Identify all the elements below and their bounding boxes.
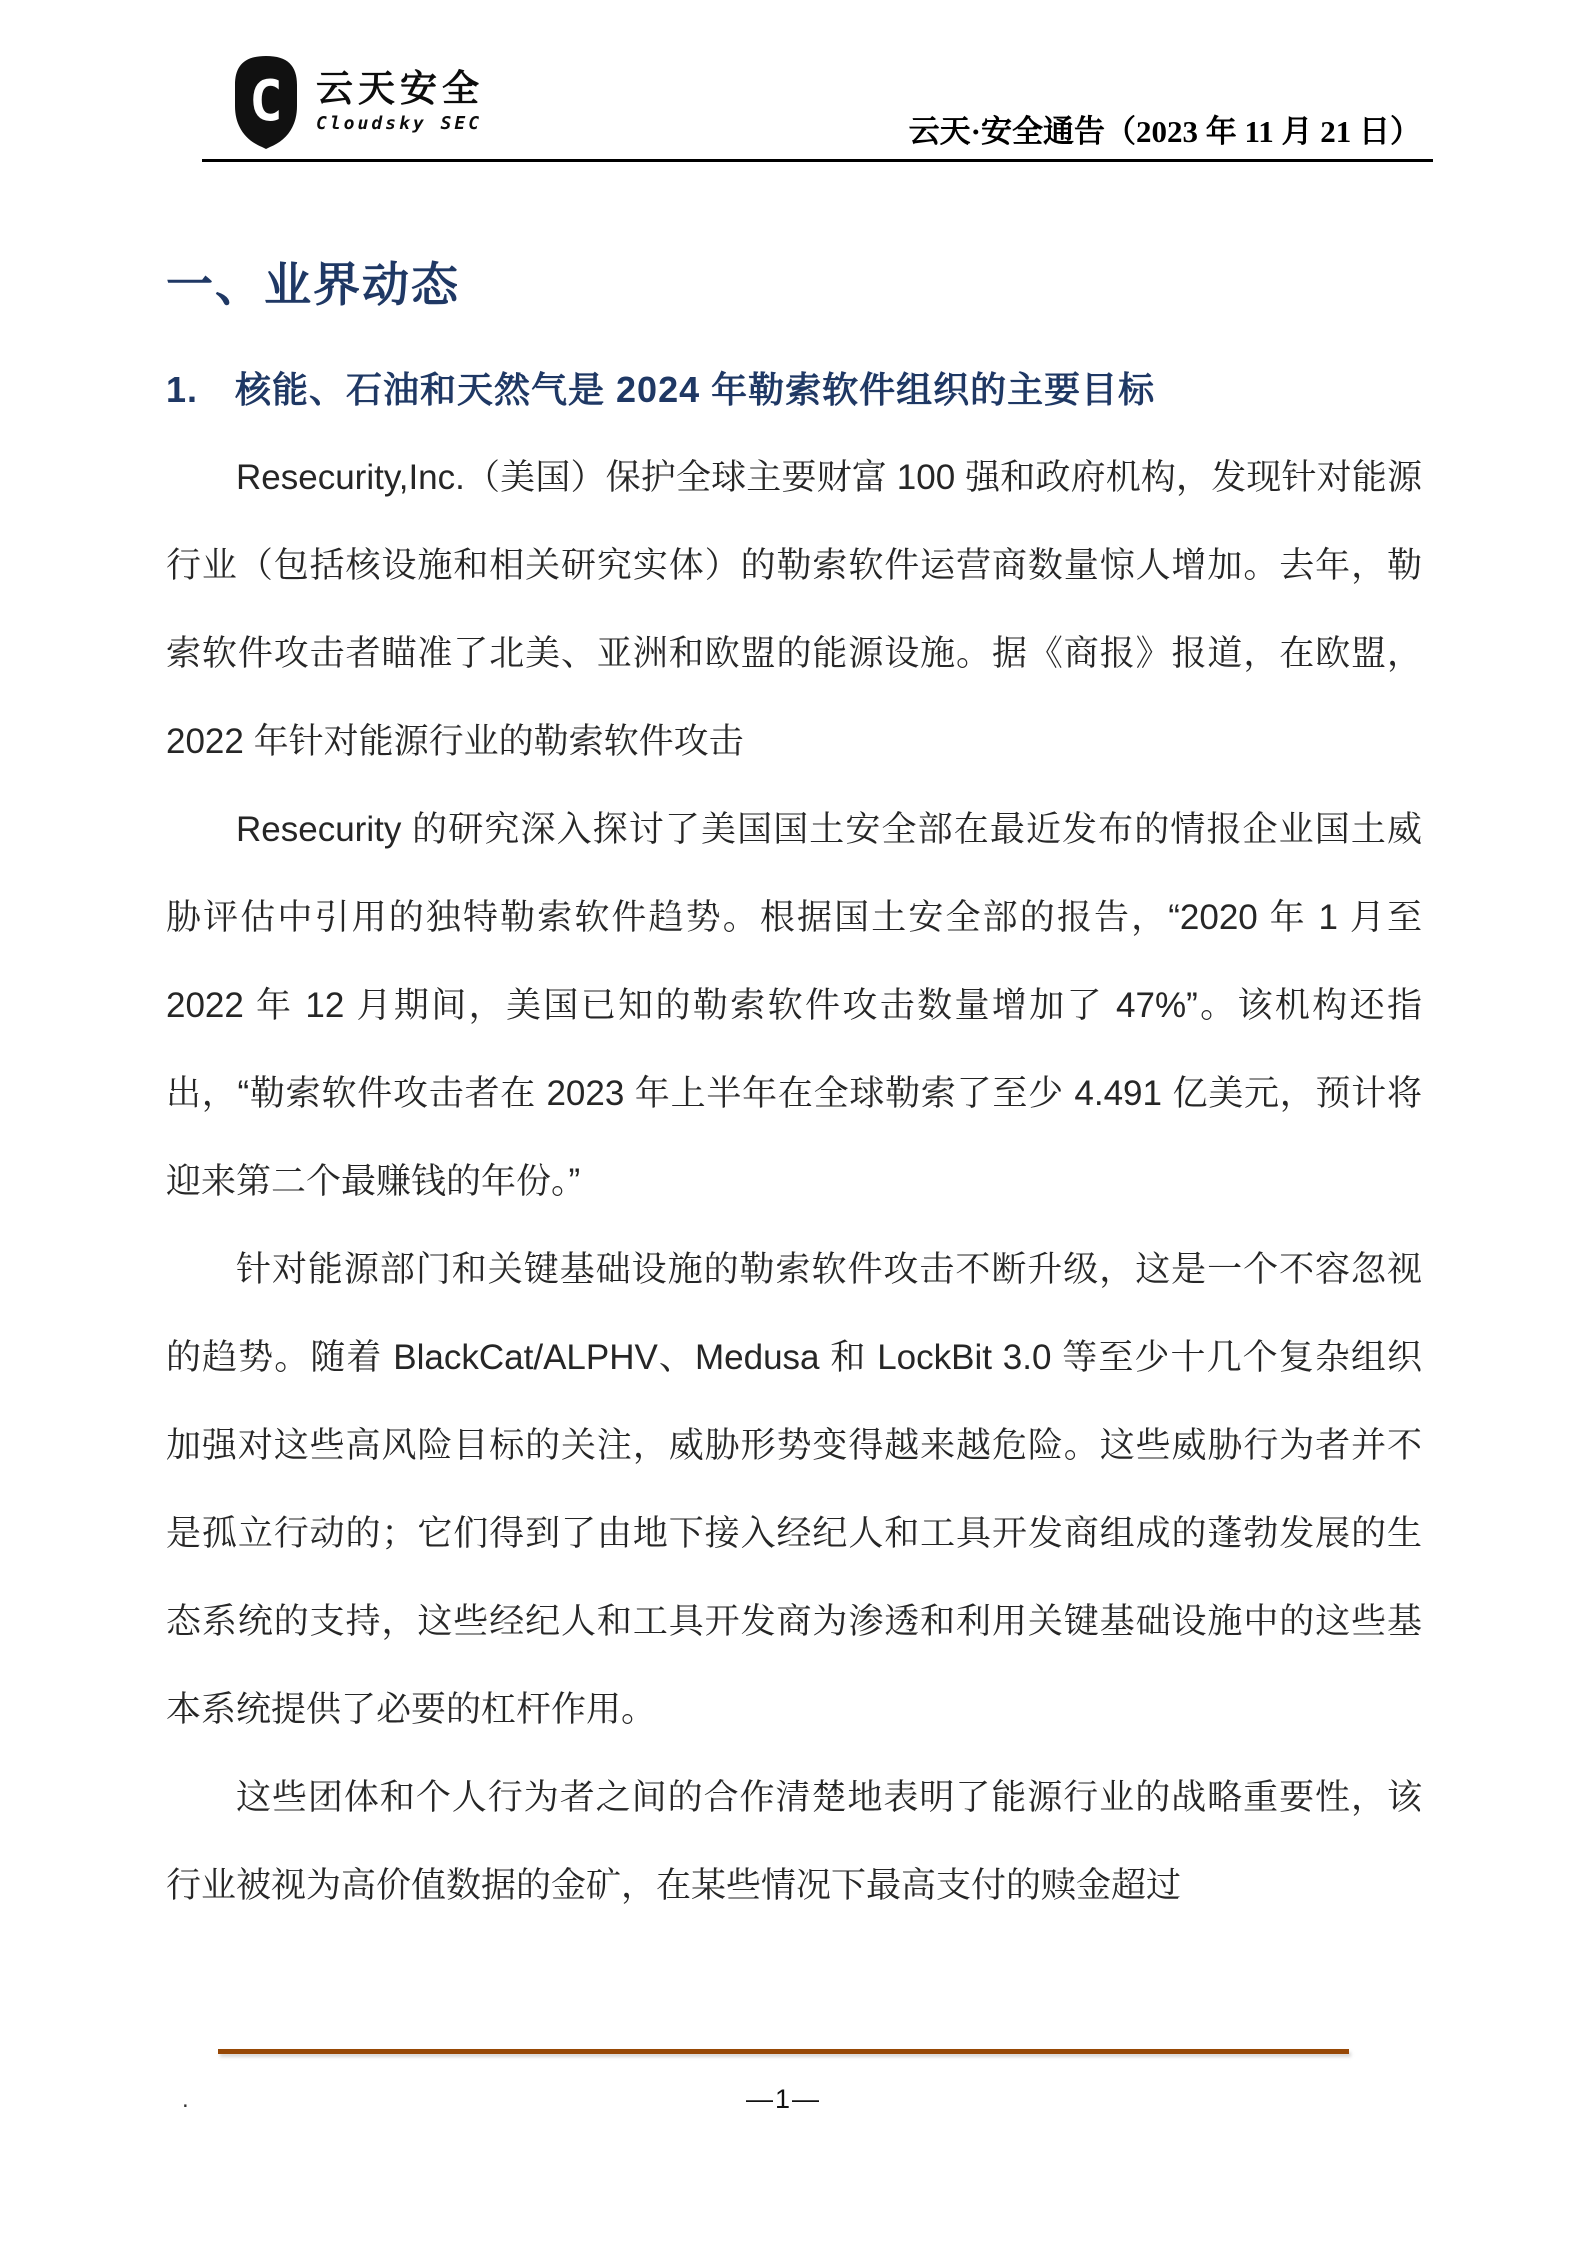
paragraph-2: Resecurity 的研究深入探讨了美国国土安全部在最近发布的情报企业国土威胁评估中引用的独特勒索软件趋势。根据国土安全部的报告，“2020 年 1 月至 2022 年 12 月期间，美国已知的勒索软件攻击数量增加了 47%”。该机构还指出，“勒索软件攻击者在 2023 年上半年在全球勒索了至少 4.491 亿美元，预计将迎来第二个最赚钱的年份。”: [166, 810, 1422, 1201]
paragraph-3: 针对能源部门和关键基础设施的勒索软件攻击不断升级，这是一个不容忽视的趋势。随着 BlackCat/ALPHV、Medusa 和 LockBit 3.0 等至少十几个复杂组织加强对这些高风险目标的关注，威胁形势变得越来越危险。这些威胁行为者并不是孤立行动的；它们得到了由地下接入经纪人和工具开发商组成的蓬勃发展的生态系统的支持，这些经纪人和工具开发商为渗透和利用关键基础设施中的这些基本系统提供了必要的杠杆作用。: [166, 1250, 1422, 1729]
paragraph-1: Resecurity,Inc.（美国）保护全球主要财富 100 强和政府机构，发现针对能源行业（包括核设施和相关研究实体）的勒索软件运营商数量惊人增加。去年，勒索软件攻击者瞄准了北美、亚洲和欧盟的能源设施。据《商报》报道，在欧盟，2022 年针对能源行业的勒索软件攻击: [166, 458, 1422, 761]
brand-text: [316, 67, 484, 135]
brand-name-cn: 云天安全: [316, 67, 484, 109]
bulletin-title: 云天·安全通告（2023 年 11 月 21 日）: [908, 114, 1421, 149]
article-body: [166, 434, 1422, 1930]
cloudsky-shield-icon: [230, 54, 302, 150]
brand-name-en: Cloudsky SEC: [316, 113, 483, 135]
footer-divider: [218, 2049, 1349, 2054]
logo-letter: C: [249, 69, 283, 134]
paragraph-4: 这些团体和个人行为者之间的合作清楚地表明了能源行业的战略重要性，该行业被视为高价值数据的金矿，在某些情况下最高支付的赎金超过: [166, 1778, 1422, 1905]
footer-left-mark: .: [182, 2086, 189, 2113]
cloudsky-logo: [230, 54, 484, 150]
header-divider: [202, 159, 1433, 162]
article-heading: 1. 核能、石油和天然气是 2024 年勒索软件组织的主要目标: [166, 369, 1156, 410]
section-heading: 一、业界动态: [166, 258, 460, 311]
page-number: —1—: [745, 2084, 822, 2114]
